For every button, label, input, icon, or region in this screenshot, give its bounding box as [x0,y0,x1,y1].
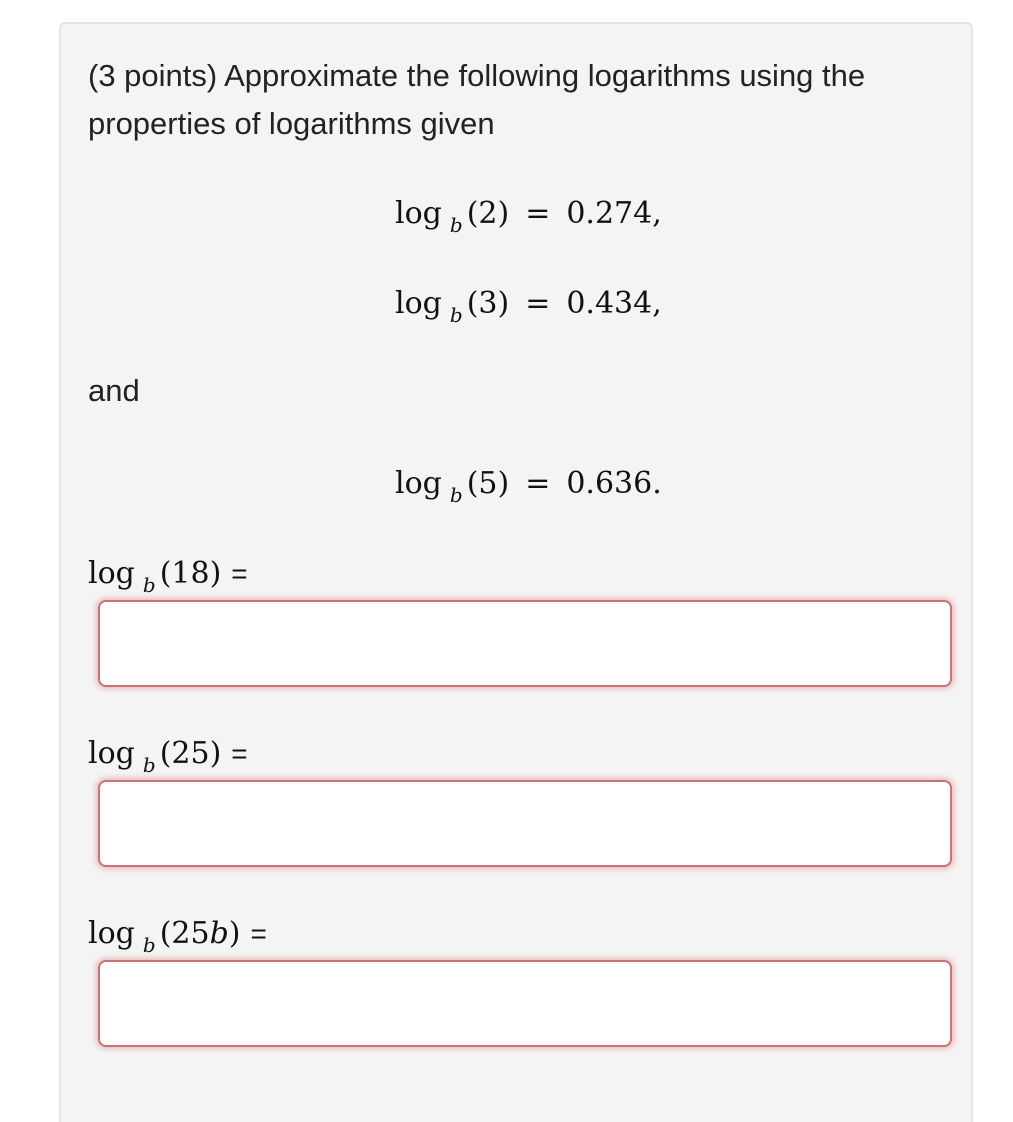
log-argument: (18) [159,556,222,591]
log-base: b [142,573,156,597]
log-base: b [449,483,463,507]
answer-label [88,734,248,776]
question-prompt: (3 points) Approximate the following logarithms using the properties of logarithms given [88,58,866,141]
log-argument: (25 [159,916,210,951]
log-function: log [395,466,442,501]
equals-sign: = [250,918,267,949]
answer-label [88,914,267,956]
log-argument-close: ) [228,916,241,951]
log-base: b [449,303,463,327]
log-value: 0.274, [566,196,662,231]
log-base: b [449,213,463,237]
equals-sign: = [525,286,551,321]
given-equation [395,194,662,236]
log-argument-variable: b [209,916,229,951]
log-base: b [142,753,156,777]
log-argument: (25) [159,736,222,771]
equals-sign: = [525,196,551,231]
answer-input-log25b[interactable] [98,960,952,1047]
answer-input-log25[interactable] [98,780,952,867]
log-argument: (3) [466,286,510,321]
log-function: log [88,556,135,591]
equals-sign: = [525,466,551,501]
equals-sign: = [231,558,248,589]
log-function: log [88,736,135,771]
log-function: log [395,286,442,321]
answer-input-log18[interactable] [98,600,952,687]
log-base: b [142,933,156,957]
answer-label [88,554,248,596]
equals-sign: = [231,738,248,769]
given-equation [395,284,662,326]
connector-text: and [88,373,140,408]
given-equation [395,464,662,506]
log-argument: (2) [466,196,510,231]
log-value: 0.434, [566,286,662,321]
log-function: log [395,196,442,231]
log-argument: (5) [466,466,510,501]
log-value: 0.636. [566,466,662,501]
log-function: log [88,916,135,951]
